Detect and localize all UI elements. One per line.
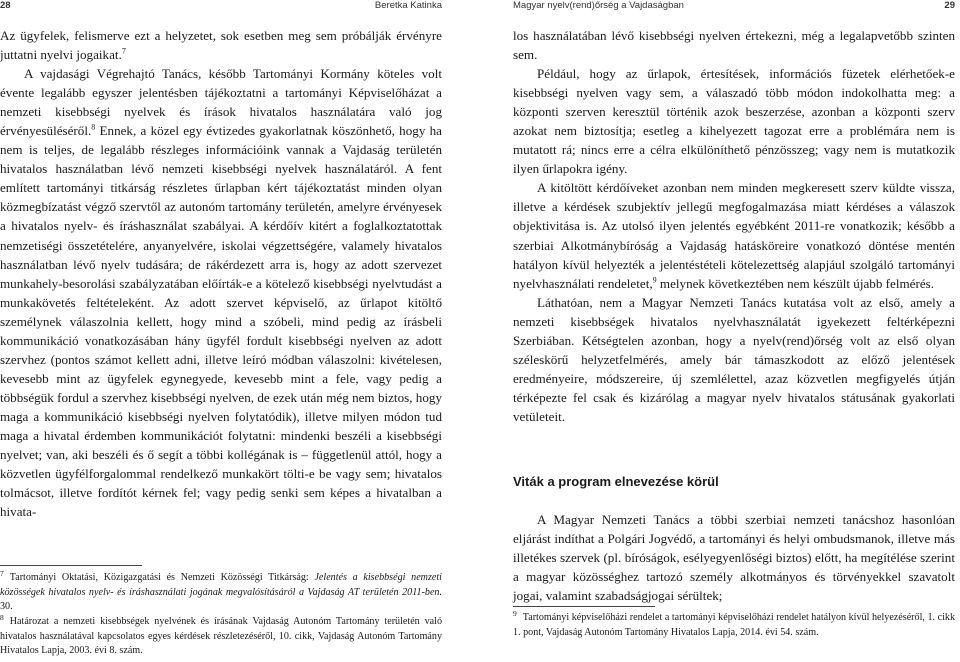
- text-run: Például, hogy az űrlapok, értesítések, információs füzetek elérhetőek-e kisebbségi nyelven vagy sem, a válaszadó több módon indokolhatta meg: a központi szerven keresztül történik azok beszerzése, azonban a központi szerv azokat nem biztosítja; esetleg a kihelyezett tagozat erre a problémára nem is mutatott rá; nincs erre a célra elkülöníthető pénzösszeg; vagy nem is mutatkozik ilyen űrlapokra igény.: [513, 66, 955, 177]
- left-body-text: [0, 26, 442, 521]
- right-page-header: [513, 0, 955, 14]
- footnote: [0, 568, 442, 615]
- text-run: Az ügyfelek, felismerve ezt a helyzetet, sok esetben meg sem próbálják érvényre juttatni nyelvi jogaikat.: [0, 28, 442, 63]
- footnote-number: 9: [513, 608, 517, 618]
- footnote-ref: 8: [91, 122, 96, 132]
- right-body-text-top: [513, 26, 955, 426]
- footnote-number: 7: [0, 568, 4, 578]
- text-run: A Magyar Nemzeti Tanács a többi szerbiai nemzeti tanácshoz hasonlóan eljárást indíthat a Polgári Jogvédő, a tartományi és helyi ombudsmanok, illetve más illetékes szervek (pl. bíróságok, esélyegyenlőségi biztos) előtt, ha megítélése szerint a magyar közösséghez tartozó személy alkotmányos és törvényekkel szavatolt jogai, valamint szabadságjogai sérültek;: [513, 512, 955, 604]
- paragraph: [513, 64, 955, 178]
- page-number: 29: [944, 0, 955, 11]
- left-footnotes: [0, 568, 442, 659]
- footnote-number: 8: [0, 612, 4, 622]
- paragraph: [513, 178, 955, 292]
- running-author: Beretka Katinka: [374, 0, 442, 11]
- text-run: A vajdasági Végrehajtó Tanács, később Tartományi Kormány köteles volt évente legalább egyszer jelentésben tájékoztatni a tartományi Képviselőházat a nemzeti kisebbségi nyelvek és írások hivatalos használatára való jog érvényesüléséről.: [0, 66, 442, 139]
- paragraph: [0, 26, 442, 64]
- running-title: Magyar nyelv(rend)őrség a Vajdaságban: [513, 0, 684, 11]
- text-run: Határozat a nemzeti kisebbségek nyelvének és írásának Vajdaság Autonóm Tartomány területén való hivatalos használatával kapcsolatos egyes kérdések részletezéséről, 10. cikk, Vajdaság Autonóm Tartomány Hivatalos Lapja, 2003. évi 8. szám.: [0, 616, 442, 656]
- paragraph: [513, 26, 955, 64]
- right-body-text-bottom: [513, 510, 955, 605]
- page-number: 28: [0, 0, 11, 11]
- footnote: [513, 608, 955, 640]
- text-run: Láthatóan, nem a Magyar Nemzeti Tanács kutatása volt az első, amely a nemzeti kisebbségek hivatalos nyelvhasználatát igyekezett feltérképezni Szerbiában. Kétségtelen azonban, hogy a nyelv(rend)őrség volt az első olyan széleskörű helyzetfelmérés, amely bár támaszkodott az előző jelentések eredményeire, módszereire, új szemlélettel, azaz közvetlen megfigyelés útján térképezte fel csak és kizárólag a magyar nyelv hivatalos státusának gyakorlati vetületeit.: [513, 294, 955, 424]
- right-footnotes: [513, 608, 955, 641]
- text-run: Tartományi képviselőházi rendelet a tartományi képviselőházi rendelet hatályon kívül helyezéséről, 1. cikk 1. pont, Vajdaság Autonóm Tartomány Hivatalos Lapja, 2014. évi 54. szám.: [513, 612, 955, 638]
- paragraph: [0, 64, 442, 521]
- text-run: melynek következtében nem készült újabb felmérés.: [656, 275, 935, 291]
- right-page: [513, 0, 955, 662]
- left-page-header: [0, 0, 442, 14]
- footnote-rule: [0, 565, 142, 566]
- left-page: [0, 0, 442, 662]
- footnote-ref: 7: [121, 46, 126, 56]
- text-run: Tartományi Oktatási, Közigazgatási és Nemzeti Közösségi Titkárság:: [9, 572, 315, 583]
- italic-text: Jelentés a kisebbségi nemzeti közösségek hivatalos nyelv- és íráshasználati jogának megvalósításáról a Vajdaság AT területén 2011-ben.: [0, 572, 442, 598]
- text-run: A kitöltött kérdőíveket azonban nem minden megkeresett szerv küldte vissza, illetve a kérdések szubjektív jellegű megfogalmazása miatt kérdéses a válaszok objektivitása is. Az utolsó ilyen jelentés egyébként 2011-re vonatkozik; később a szerbiai Alkotmánybíróság a Vajdaság hatásköreire vonatkozó döntése mentén hatályon kívül helyezték a jelentéstételi kötelezettség alapjául szolgáló tartományi nyelvhasználati rendeletet,: [513, 180, 955, 291]
- section-heading: Viták a program elnevezése körül: [513, 474, 719, 489]
- footnote-ref: 9: [652, 275, 657, 285]
- footnote-rule: [513, 606, 655, 607]
- footnote: [0, 612, 442, 659]
- paragraph: [513, 510, 955, 605]
- text-run: Ennek, a közel egy évtizedes gyakorlatnak köszönhető, hogy ha nem is teljes, de legalább részleges információink vannak a Vajdaság területén hivatalos használatban lévő nemzeti kisebbségi nyelvek használatáról. A fent említett tartományi titkárság részletes űrlapban kért tájékoztatást minden olyan közmegbízatást végző szervtől az autonóm tartomány területén, amelyre érvényesek a hivatalos nyelv- és íráshasználat szabályai. A kérdőív kitért a foglalkoztatottak nemzetiségi összetételére, anyanyelvére, iskolai végzettségére, valamely hivatalos használatban lévő nyelv tudására; de rákérdezett arra is, hogy az adott szervezet munkahely-besorolási szabályzatában előírták-e a kötelező kisebbségi nyelvtudást a munkakövetés feltételeként. Az adott szervet képviselő, az űrlapot kitöltő személynek válaszolnia kellett, hogy mind a szóbeli, mind pedig az írásbeli kommunikáció vonatkozásában hány ügyfél fordult kisebbségi nyelven az adott szervhez (pontos számot kellett adni, illetve leíró módban válaszolni: kivételesen, kevesebb mint az ügyfelek egynegyede, kevesebb mint a fele, vagy pedig a többségük fordul a szervhez kisebbségi nyelven, de ezek után még nem biztos, hogy maga a kommunikáció kisebbségi nyelven folytatódik), illetve milyen módon tud maga a hivatal érdemben kommunikációt folytatni: mindenki beszéli a kisebbségi nyelvet; van, aki beszéli és ő segít a többi kollégának is – függetlenül attól, hogy a közvetlen ügyfélforgalommal rendelkező munkakört tölti-e be vagy sem; hivatalos tolmácsot, illetve fordítót kérnek fel; vagy pedig senki sem képes a hivatalban a hivata-: [0, 123, 442, 520]
- text-run: 30.: [0, 601, 13, 612]
- text-run: los használatában lévő kisebbségi nyelven értekezni, még a legalapvetőbb szinten sem.: [513, 28, 955, 63]
- paragraph: [513, 293, 955, 426]
